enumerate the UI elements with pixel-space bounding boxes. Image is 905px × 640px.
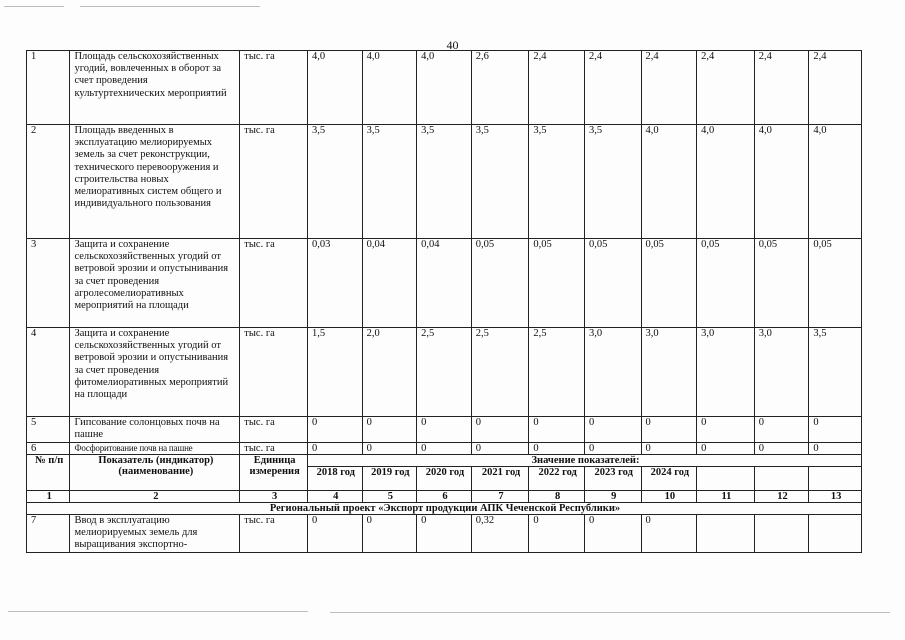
value-cell: 4,0	[754, 125, 809, 239]
value-cell: 0	[697, 443, 755, 455]
row-number: 4	[27, 328, 70, 417]
table-row	[27, 515, 862, 553]
value-cell: 0,05	[754, 239, 809, 328]
value-cell: 0	[809, 417, 862, 443]
column-number: 10	[641, 491, 697, 503]
value-cell: 3,5	[417, 125, 472, 239]
value-cell: 4,0	[308, 51, 363, 125]
row-number: 5	[27, 417, 70, 443]
column-number: 13	[809, 491, 862, 503]
value-cell: 0,03	[308, 239, 363, 328]
value-cell: 3,5	[809, 328, 862, 417]
value-cell: 0,05	[584, 239, 641, 328]
unit-cell: тыс. га	[240, 125, 308, 239]
value-cell: 0	[697, 417, 755, 443]
value-cell: 3,5	[308, 125, 363, 239]
value-cell: 0	[308, 515, 363, 553]
value-cell: 0	[362, 417, 417, 443]
value-cell: 3,5	[362, 125, 417, 239]
header-year: 2024 год	[641, 467, 697, 491]
header-row	[27, 455, 862, 467]
header-year: 2020 год	[417, 467, 472, 491]
value-cell: 4,0	[641, 125, 697, 239]
indicator-name: Защита и сохранение сельскохозяйственных угодий от ветровой эрозии и опустынивания за счет проведения фитомелиоративных мероприятий на площади	[70, 328, 240, 417]
header-year	[809, 467, 862, 491]
value-cell: 3,0	[697, 328, 755, 417]
value-cell: 0	[362, 443, 417, 455]
row-number: 2	[27, 125, 70, 239]
indicator-rows	[27, 51, 862, 553]
column-number: 2	[70, 491, 240, 503]
section-title-row	[27, 503, 862, 515]
column-number: 12	[754, 491, 809, 503]
scan-artifact-bottom	[8, 611, 308, 612]
header-values-title: Значение показателей:	[308, 455, 862, 467]
column-number: 11	[697, 491, 755, 503]
value-cell: 4,0	[417, 51, 472, 125]
indicator-name: Гипсование солонцовых почв на пашне	[70, 417, 240, 443]
table-row	[27, 443, 862, 455]
scan-artifact-top	[80, 6, 260, 7]
value-cell: 1,5	[308, 328, 363, 417]
table-row	[27, 328, 862, 417]
column-numbers-row	[27, 491, 862, 503]
indicator-name: Ввод в эксплуатацию мелиорируемых земель для выращивания экспортно-	[70, 515, 240, 553]
value-cell: 4,0	[362, 51, 417, 125]
value-cell: 0	[641, 515, 697, 553]
value-cell: 2,4	[809, 51, 862, 125]
row-number: 1	[27, 51, 70, 125]
unit-cell: тыс. га	[240, 328, 308, 417]
value-cell: 0	[308, 417, 363, 443]
value-cell	[754, 515, 809, 553]
column-number: 5	[362, 491, 417, 503]
value-cell: 2,5	[471, 328, 529, 417]
header-year: 2018 год	[308, 467, 363, 491]
value-cell: 4,0	[697, 125, 755, 239]
value-cell: 3,5	[529, 125, 585, 239]
value-cell	[809, 515, 862, 553]
header-year: 2022 год	[529, 467, 585, 491]
value-cell: 0	[754, 417, 809, 443]
value-cell: 0	[809, 443, 862, 455]
header-number: № п/п	[27, 455, 70, 491]
unit-cell: тыс. га	[240, 443, 308, 455]
value-cell: 0	[529, 417, 585, 443]
header-year	[754, 467, 809, 491]
value-cell: 3,5	[471, 125, 529, 239]
unit-cell: тыс. га	[240, 417, 308, 443]
row-number: 3	[27, 239, 70, 328]
header-year: 2019 год	[362, 467, 417, 491]
value-cell: 0	[417, 515, 472, 553]
value-cell: 2,4	[697, 51, 755, 125]
value-cell: 0	[641, 443, 697, 455]
value-cell: 3,5	[584, 125, 641, 239]
value-cell: 0,05	[809, 239, 862, 328]
column-number: 1	[27, 491, 70, 503]
value-cell: 0	[308, 443, 363, 455]
value-cell: 2,0	[362, 328, 417, 417]
section-title: Региональный проект «Экспорт продукции АПК Чеченской Республики»	[27, 503, 862, 515]
value-cell: 0,05	[471, 239, 529, 328]
unit-cell: тыс. га	[240, 515, 308, 553]
value-cell: 0	[584, 515, 641, 553]
column-number: 8	[529, 491, 585, 503]
table-row	[27, 51, 862, 125]
header-year: 2021 год	[471, 467, 529, 491]
column-number: 6	[417, 491, 472, 503]
value-cell: 2,6	[471, 51, 529, 125]
value-cell: 3,0	[584, 328, 641, 417]
scan-artifact-bottom	[330, 612, 890, 613]
value-cell: 0	[417, 443, 472, 455]
indicator-name: Фосфоритование почв на пашне	[70, 443, 240, 455]
value-cell: 0	[417, 417, 472, 443]
value-cell: 0	[584, 417, 641, 443]
page-number: 40	[446, 38, 459, 52]
value-cell: 0	[471, 443, 529, 455]
value-cell: 3,0	[754, 328, 809, 417]
value-cell: 2,5	[417, 328, 472, 417]
value-cell: 2,4	[584, 51, 641, 125]
value-cell: 0	[584, 443, 641, 455]
row-number: 7	[27, 515, 70, 553]
column-number: 7	[471, 491, 529, 503]
value-cell: 0,04	[417, 239, 472, 328]
unit-cell: тыс. га	[240, 51, 308, 125]
scan-artifact-top	[4, 6, 64, 7]
value-cell: 0	[529, 515, 585, 553]
value-cell: 0,05	[641, 239, 697, 328]
value-cell: 0,05	[697, 239, 755, 328]
column-number: 9	[584, 491, 641, 503]
header-year	[697, 467, 755, 491]
header-unit: Единица измерения	[240, 455, 308, 491]
value-cell	[697, 515, 755, 553]
value-cell: 2,5	[529, 328, 585, 417]
column-number: 3	[240, 491, 308, 503]
value-cell: 0	[754, 443, 809, 455]
value-cell: 0	[529, 443, 585, 455]
value-cell: 4,0	[809, 125, 862, 239]
indicator-name: Защита и сохранение сельскохозяйственных угодий от ветровой эрозии и опустынивания за счет проведения агролесомелиоративных мероприятий на площади	[70, 239, 240, 328]
value-cell: 0	[362, 515, 417, 553]
indicator-table	[26, 50, 862, 553]
table-row	[27, 417, 862, 443]
indicator-name: Площадь введенных в эксплуатацию мелиорируемых земель за счет реконструкции, технического перевооружения и строительства новых мелиоративных систем общего и индивидуального пользования	[70, 125, 240, 239]
value-cell: 0,05	[529, 239, 585, 328]
column-number: 4	[308, 491, 363, 503]
value-cell: 0,04	[362, 239, 417, 328]
header-indicator: Показатель (индикатор) (наименование)	[70, 455, 240, 491]
value-cell: 0,32	[471, 515, 529, 553]
table-row	[27, 239, 862, 328]
header-year: 2023 год	[584, 467, 641, 491]
value-cell: 0	[471, 417, 529, 443]
value-cell: 2,4	[754, 51, 809, 125]
unit-cell: тыс. га	[240, 239, 308, 328]
value-cell: 3,0	[641, 328, 697, 417]
value-cell: 2,4	[529, 51, 585, 125]
row-number: 6	[27, 443, 70, 455]
indicator-name: Площадь сельскохозяйственных угодий, вовлеченных в оборот за счет проведения культуртехнических мероприятий	[70, 51, 240, 125]
value-cell: 0	[641, 417, 697, 443]
value-cell: 2,4	[641, 51, 697, 125]
table-row	[27, 125, 862, 239]
